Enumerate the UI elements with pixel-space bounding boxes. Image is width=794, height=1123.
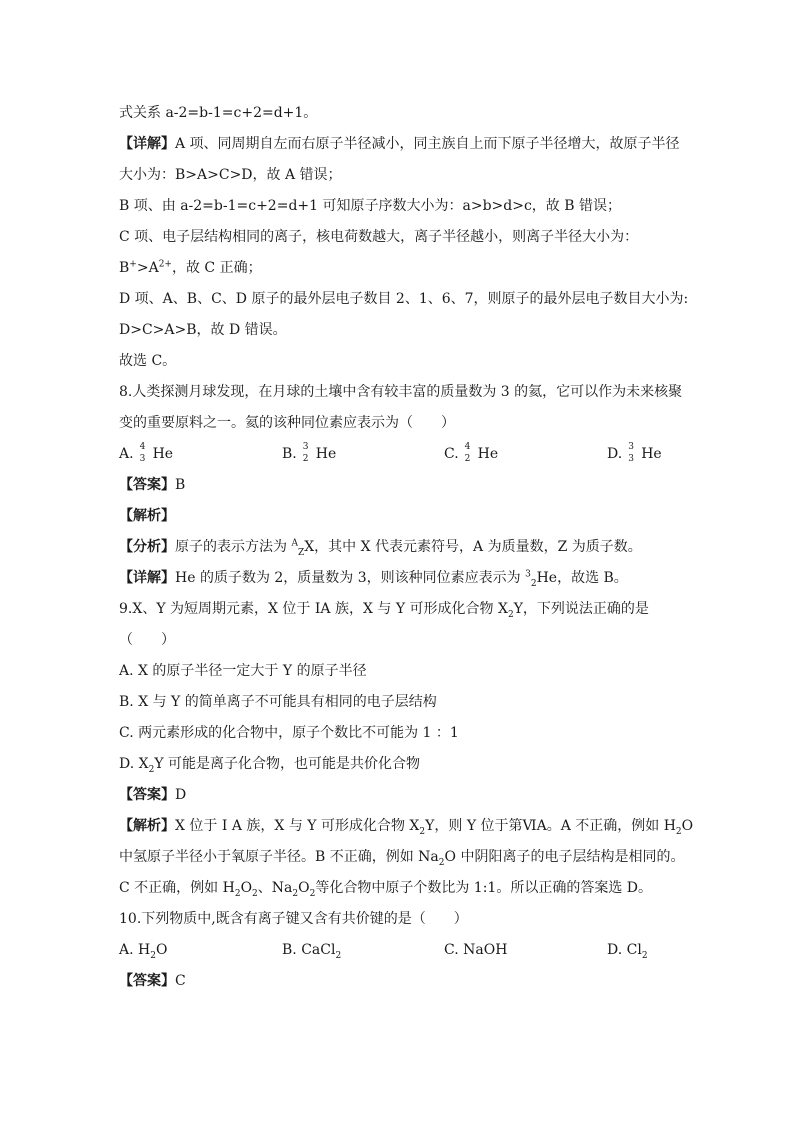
option-c: C. 两元素形成的化合物中，原子个数比不可能为 1 ：1 (119, 725, 459, 741)
answer-line: 【答案】B (119, 477, 186, 493)
text-line: 式关系 a-2=b-1=c+2=d+1。 (119, 105, 318, 121)
option-d: D. 3 3 He (607, 442, 662, 464)
text-line: D>C>A>B，故 D 错误。 (119, 322, 287, 338)
document-page (119, 98, 694, 997)
text-line: C 项、电子层结构相同的离子，核电荷数越大，离子半径越小，则离子半径大小为： (119, 229, 639, 245)
option-d: D. $X_2Y$ 可能是离子化合物，也可能是共价化合物 (119, 756, 421, 775)
option-b: B. 3 2 He (282, 442, 337, 464)
analysis-line: 中氢原子半径小于氧原子半径。B 不正确，例如 $Na_2O$ 中阴阳离子的电子层结构是相同的。 (119, 849, 685, 868)
option-a: A. $H_2O$ (119, 942, 168, 961)
text-line: 【详解】A 项、同周期自左而右原子半径减小，同主族自上而下原子半径增大，故原子半径 (119, 136, 680, 152)
question-9-stem: （ ） (119, 632, 175, 648)
option-a: A. 4 3 He (119, 442, 174, 464)
analysis-line: 【分析】原子的表示方法为 $^A_Z$X，其中 X 代表元素符号，A 为质量数，Z 为质子数。 (119, 538, 642, 558)
option-c: C. 4 2 He (444, 442, 499, 464)
text-line: D 项、A、B、C、D 原子的最外层电子数目 2、1、6、7，则原子的最外层电子数目大小为: (119, 291, 689, 307)
answer-line: 【答案】D (119, 787, 187, 803)
option-b: B. CaCl$_2$ (282, 942, 342, 961)
analysis-line: 【解析】X 位于 I A 族，X 与 Y 可形成化合物 $X_2Y$，则 Y 位于第ⅥA。A 不正确，例如 $H_2O$ (119, 818, 694, 837)
text-line: 故选 C。 (119, 353, 177, 369)
question-9-stem: 9.X、Y 为短周期元素，X 位于 IA 族，X 与 Y 可形成化合物 $X_2Y$，下列说法正确的是 (119, 601, 649, 620)
answer-line: 【答案】C (119, 973, 186, 989)
question-8-options (119, 439, 679, 470)
option-c: C. NaOH (444, 942, 508, 958)
text-line: 大小为：B>A>C>D，故 A 错误； (119, 167, 342, 183)
option-d: D. $Cl_2$ (607, 942, 648, 961)
analysis-line: C 不正确，例如 $H_2O_2$、$Na_2O_2$等化合物中原子个数比为 1:1。所以正确的答案选 D。 (119, 880, 652, 899)
text-line: $B^+>A^{2+}$，故 C 正确； (119, 259, 262, 276)
option-a: A. X 的原子半径一定大于 Y 的原子半径 (119, 663, 367, 679)
option-b: B. X 与 Y 的简单离子不可能具有相同的电子层结构 (119, 694, 437, 710)
analysis-heading: 【解析】 (119, 508, 175, 524)
question-10-options (119, 935, 679, 966)
question-8-stem: 8.人类探测月球发现，在月球的土壤中含有较丰富的质量数为 3 的氦，它可以作为未来核聚 (119, 384, 683, 400)
question-8-stem: 变的重要原料之一。氦的该种同位素应表示为（ ） (119, 415, 455, 431)
question-10-stem: 10.下列物质中,既含有离子键又含有共价键的是（ ） (119, 911, 468, 927)
detail-heading: 【详解】 (119, 136, 175, 152)
detail-line: 【详解】He 的质子数为 2，质量数为 3，则该种同位素应表示为 $^3_2$He，故选 B。 (119, 569, 628, 589)
text-line: B 项、由 a-2=b-1=c+2=d+1 可知原子序数大小为：a>b>d>c，故 B 错误； (119, 198, 621, 214)
